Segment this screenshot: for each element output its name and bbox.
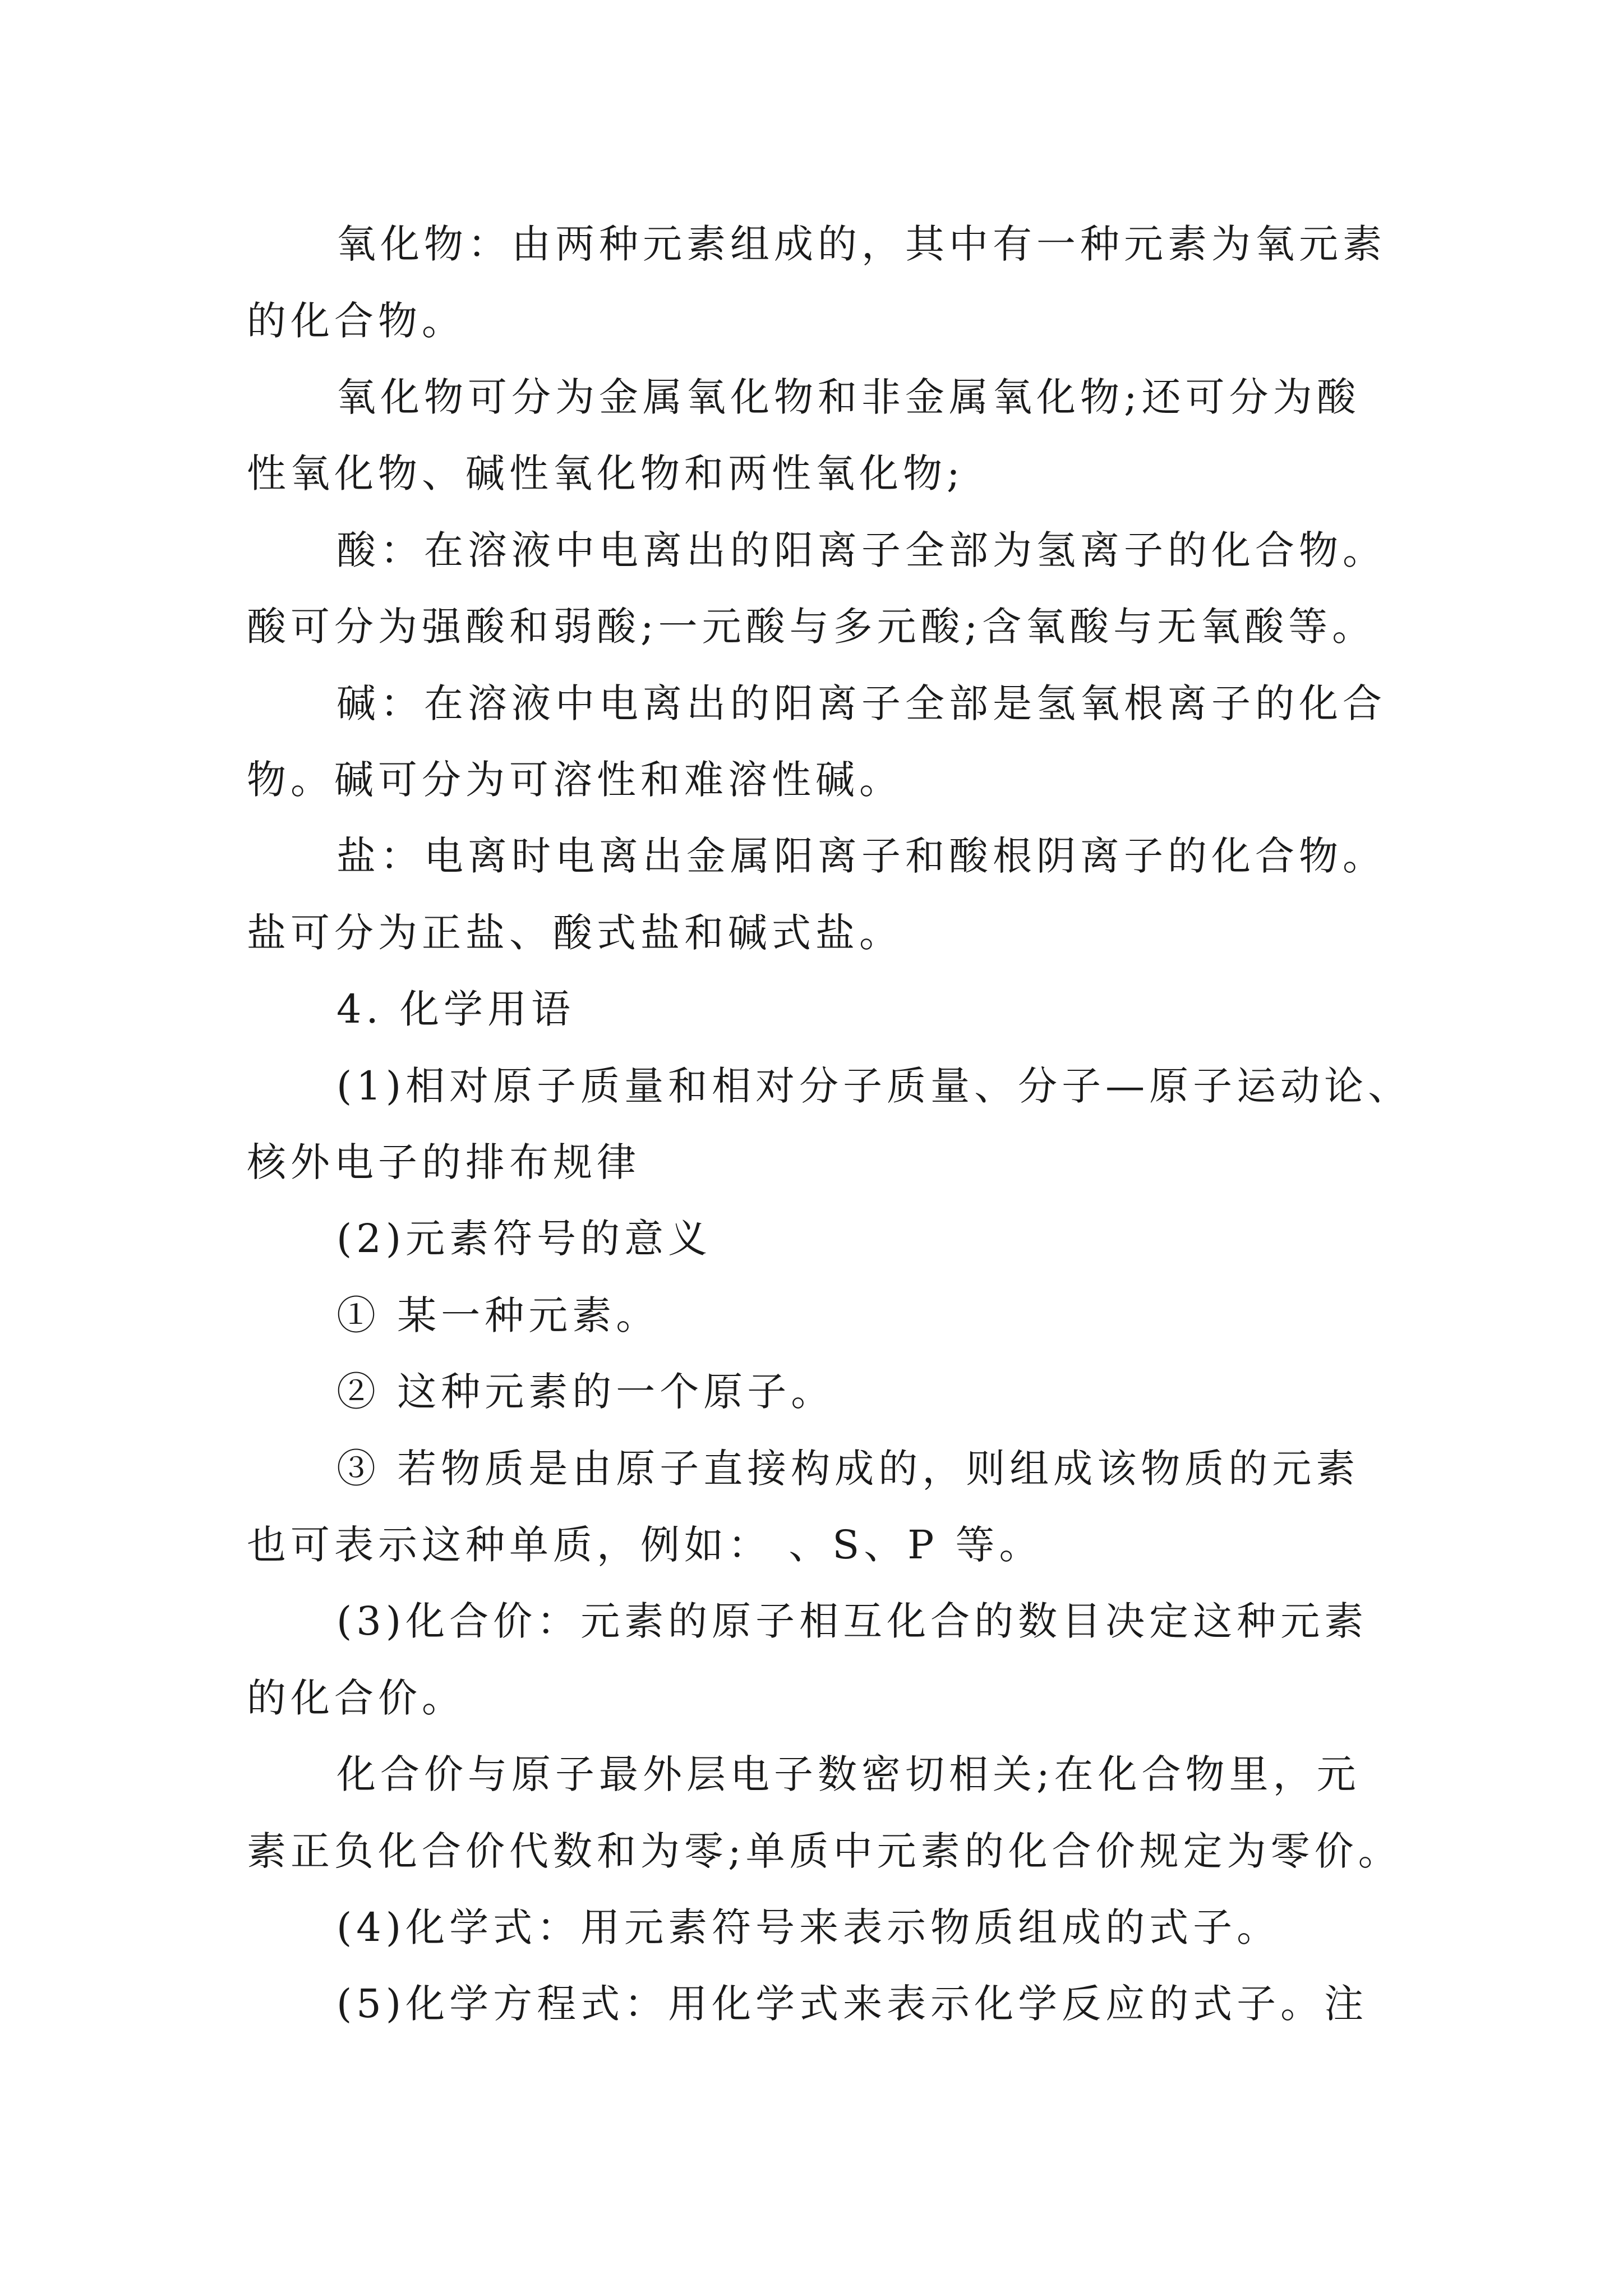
list-item: ① 某一种元素。 [336,1292,660,1338]
document-page [247,0,1412,2296]
text-line: 盐可分为正盐、酸式盐和碱式盐。 [247,910,903,956]
text-line: (1)相对原子质量和相对分子质量、分子—原子运动论、 [336,1063,1412,1109]
text-line: (5)化学方程式：用化学式来表示化学反应的式子。注 [336,1981,1368,2027]
text-line: 也可表示这种单质，例如： 、S、P 等。 [247,1522,1043,1568]
text-line: 性氧化物、碱性氧化物和两性氧化物; [247,450,965,496]
list-item: ② 这种元素的一个原子。 [336,1369,835,1415]
text-line: 氧化物：由两种元素组成的，其中有一种元素为氧元素 [336,221,1386,267]
text-line: 物。碱可分为可溶性和难溶性碱。 [247,757,903,803]
text-line: 酸可分为强酸和弱酸;一元酸与多元酸;含氧酸与无氧酸等。 [247,604,1376,650]
text-line: 酸：在溶液中电离出的阳离子全部为氢离子的化合物。 [336,527,1386,573]
text-line: 氧化物可分为金属氧化物和非金属氧化物;还可分为酸 [336,374,1361,420]
text-line: 的化合价。 [247,1675,465,1721]
text-line: 碱：在溶液中电离出的阳离子全部是氢氧根离子的化合 [336,680,1386,726]
text-line: (3)化合价：元素的原子相互化合的数目决定这种元素 [336,1598,1368,1644]
text-line: (2)元素符号的意义 [336,1216,712,1262]
text-line: 的化合物。 [247,298,465,344]
text-line: 素正负化合价代数和为零;单质中元素的化合价规定为零价。 [247,1828,1402,1874]
text-line: 化合价与原子最外层电子数密切相关;在化合物里，元 [336,1751,1361,1797]
text-line: 盐：电离时电离出金属阳离子和酸根阴离子的化合物。 [336,833,1386,879]
list-item: ③ 若物质是由原子直接构成的，则组成该物质的元素 [336,1446,1360,1492]
text-line: 核外电子的排布规律 [247,1139,640,1185]
text-line: (4)化学式：用元素符号来表示物质组成的式子。 [336,1904,1281,1950]
section-heading: 4. 化学用语 [336,986,575,1032]
